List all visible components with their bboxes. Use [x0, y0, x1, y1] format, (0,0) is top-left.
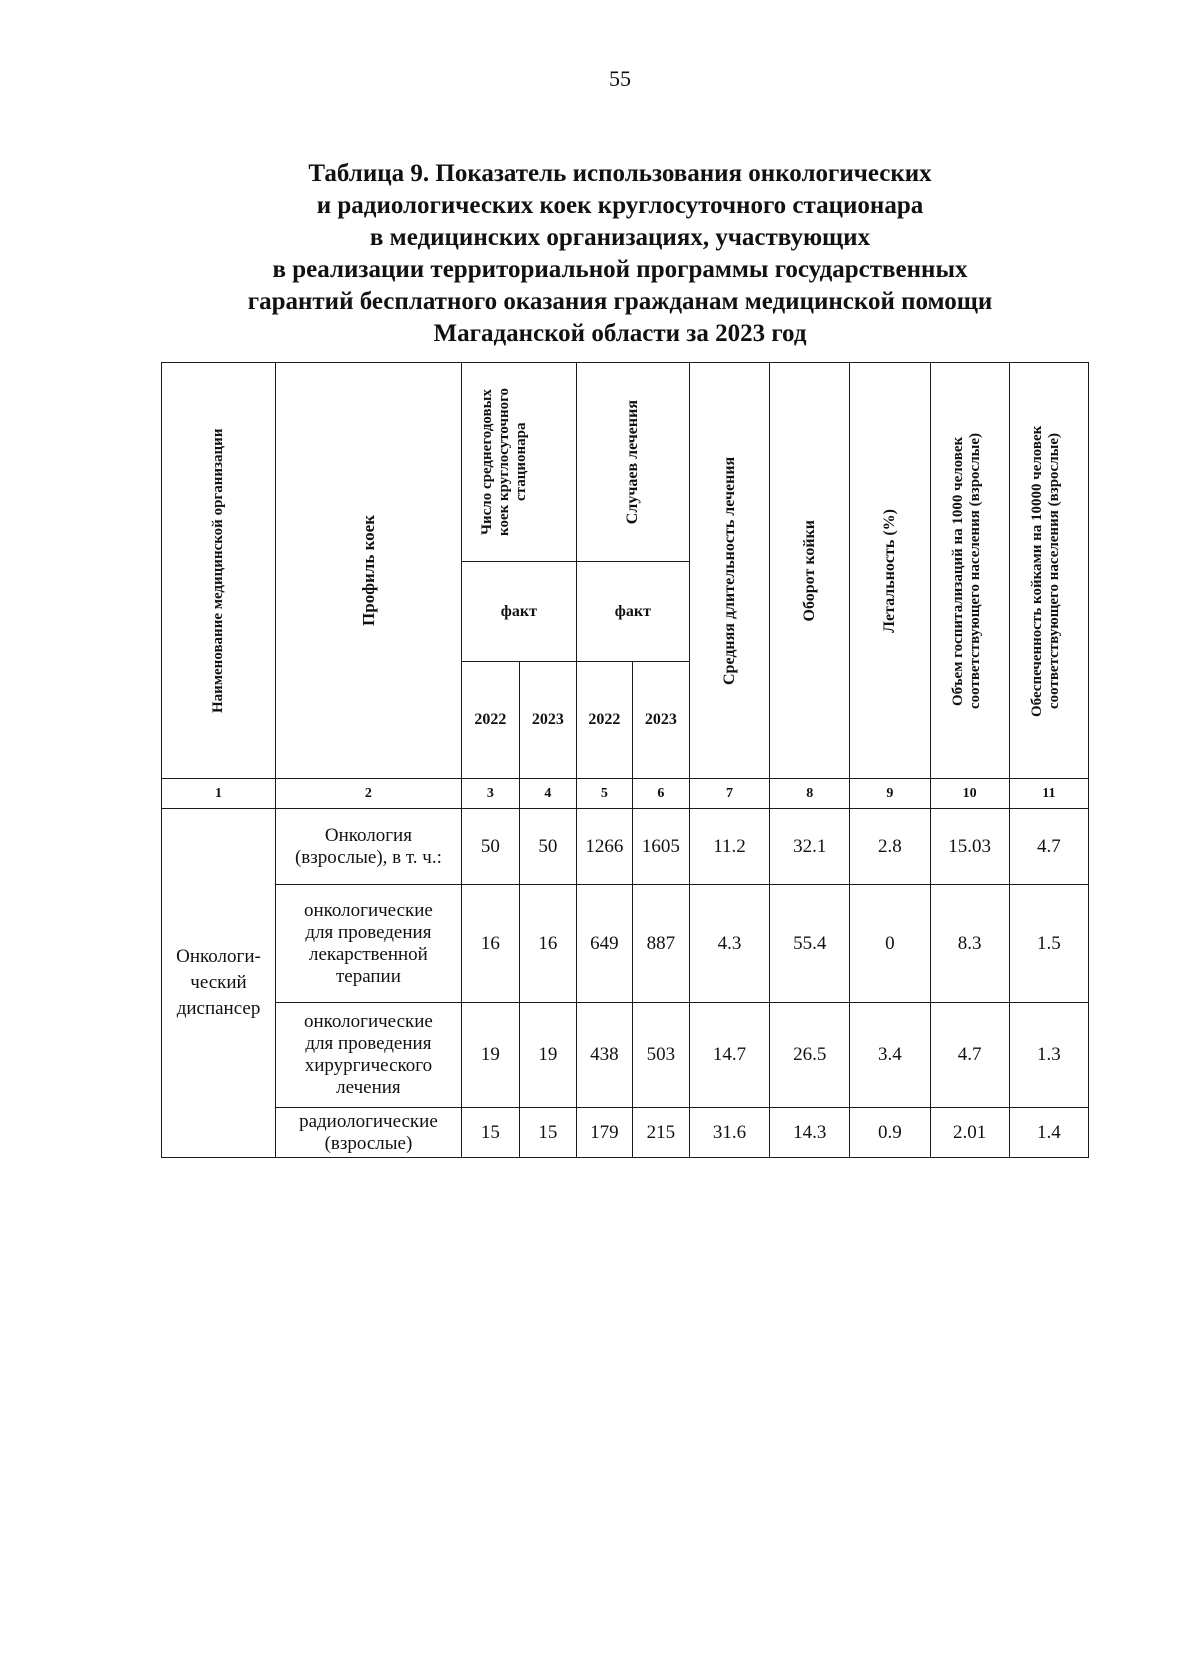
supply-cell: 1.5 [1009, 885, 1088, 1003]
lethality-cell: 0 [850, 885, 930, 1003]
year-cases-2023: 2023 [632, 662, 689, 779]
title-line: в медицинских организациях, участвующих [369, 224, 871, 251]
header-profile: Профиль коек [276, 363, 462, 779]
title-line: Таблица 9. Показатель использования онкологических [308, 160, 932, 187]
beds-2023-cell: 50 [519, 809, 576, 885]
profile-cell: радиологические (взрослые) [276, 1108, 462, 1158]
col-num: 9 [850, 779, 930, 809]
beds-2023-cell: 15 [519, 1108, 576, 1158]
header-fact-beds: факт [461, 562, 576, 662]
col-num: 4 [519, 779, 576, 809]
supply-cell: 4.7 [1009, 809, 1088, 885]
header-hosp-volume: Объем госпитализаций на 1000 человек соответствующего населения (взрослые) [930, 363, 1009, 779]
title-line: и радиологических коек круглосуточного стационара [316, 192, 924, 219]
beds-2022-cell: 16 [461, 885, 519, 1003]
beds-2022-cell: 50 [461, 809, 519, 885]
col-num: 3 [461, 779, 519, 809]
col-num: 11 [1009, 779, 1088, 809]
hosp-cell: 4.7 [930, 1003, 1009, 1108]
cases-2022-cell: 649 [576, 885, 632, 1003]
header-avg-duration: Средняя длительность лечения [689, 363, 769, 779]
header-lethality: Летальность (%) [850, 363, 930, 779]
header-beds: Число среднегодовых коек круглосуточного стационара [461, 363, 576, 562]
profile-cell: онкологические для проведения хирургического лечения [276, 1003, 462, 1108]
year-cases-2022: 2022 [576, 662, 632, 779]
table-row [162, 809, 1089, 885]
hosp-cell: 15.03 [930, 809, 1009, 885]
cases-2023-cell: 503 [632, 1003, 689, 1108]
avg-duration-cell: 14.7 [689, 1003, 769, 1108]
header-org-name: Наименование медицинской организации [162, 363, 276, 779]
cases-2023-cell: 1605 [632, 809, 689, 885]
header-bed-turnover: Оборот койки [770, 363, 850, 779]
turnover-cell: 32.1 [770, 809, 850, 885]
col-num: 1 [162, 779, 276, 809]
lethality-cell: 3.4 [850, 1003, 930, 1108]
turnover-cell: 26.5 [770, 1003, 850, 1108]
col-num: 8 [770, 779, 850, 809]
title-line: гарантий бесплатного оказания гражданам медицинской помощи [247, 288, 993, 315]
header-fact-cases: факт [576, 562, 689, 662]
avg-duration-cell: 11.2 [689, 809, 769, 885]
cases-2023-cell: 887 [632, 885, 689, 1003]
hosp-cell: 2.01 [930, 1108, 1009, 1158]
turnover-cell: 14.3 [770, 1108, 850, 1158]
col-num: 5 [576, 779, 632, 809]
bed-usage-table [161, 362, 1089, 1158]
supply-cell: 1.3 [1009, 1003, 1088, 1108]
col-num: 6 [632, 779, 689, 809]
cases-2022-cell: 179 [576, 1108, 632, 1158]
avg-duration-cell: 4.3 [689, 885, 769, 1003]
title-line: в реализации территориальной программы государственных [272, 256, 968, 283]
year-beds-2022: 2022 [461, 662, 519, 779]
col-num: 10 [930, 779, 1009, 809]
column-number-row [162, 779, 1089, 809]
org-name-cell: Онкологи-ческий диспансер [162, 809, 276, 1158]
table-row [162, 885, 1089, 1003]
year-beds-2023: 2023 [519, 662, 576, 779]
header-bed-supply: Обеспеченность койками на 10000 человек соответствующего населения (взрослые) [1009, 363, 1088, 779]
beds-2023-cell: 16 [519, 885, 576, 1003]
avg-duration-cell: 31.6 [689, 1108, 769, 1158]
supply-cell: 1.4 [1009, 1108, 1088, 1158]
beds-2022-cell: 19 [461, 1003, 519, 1108]
profile-cell: онкологические для проведения лекарственной терапии [276, 885, 462, 1003]
col-num: 2 [276, 779, 462, 809]
table-row [162, 1003, 1089, 1108]
lethality-cell: 2.8 [850, 809, 930, 885]
beds-2022-cell: 15 [461, 1108, 519, 1158]
col-num: 7 [689, 779, 769, 809]
hosp-cell: 8.3 [930, 885, 1009, 1003]
turnover-cell: 55.4 [770, 885, 850, 1003]
cases-2022-cell: 438 [576, 1003, 632, 1108]
lethality-cell: 0.9 [850, 1108, 930, 1158]
header-row-1 [162, 363, 1089, 562]
table-row [162, 1108, 1089, 1158]
table-title [160, 158, 1080, 350]
beds-2023-cell: 19 [519, 1003, 576, 1108]
cases-2022-cell: 1266 [576, 809, 632, 885]
profile-cell: Онкология (взрослые), в т. ч.: [276, 809, 462, 885]
cases-2023-cell: 215 [632, 1108, 689, 1158]
page-number: 55 [609, 66, 631, 91]
title-line: Магаданской области за 2023 год [433, 320, 807, 347]
header-cases: Случаев лечения [576, 363, 689, 562]
